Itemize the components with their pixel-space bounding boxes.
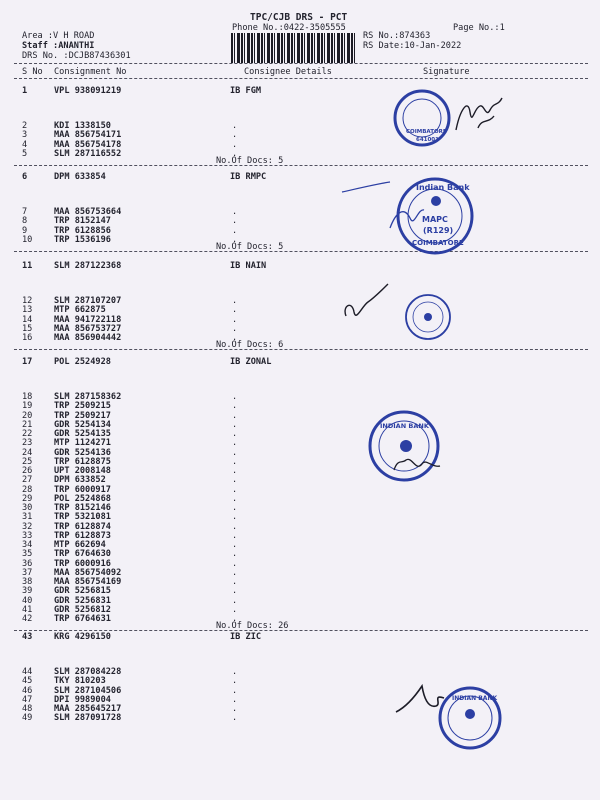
placeholder-dot: . — [232, 410, 238, 421]
placeholder-dot: . — [232, 521, 238, 532]
placeholder-dot: . — [232, 540, 238, 550]
serial-number: 28 — [22, 484, 33, 495]
consignment-number: MAA 941722118 — [54, 314, 122, 325]
serial-number: 22 — [22, 429, 33, 439]
placeholder-dot: . — [232, 323, 238, 334]
signature-stamp-4 — [366, 408, 476, 488]
consignment-number: TRP 6128873 — [54, 530, 111, 541]
divider — [14, 165, 588, 166]
consignment-number: POL 2524868 — [54, 493, 111, 504]
placeholder-dot: . — [232, 419, 238, 430]
placeholder-dot: . — [232, 567, 238, 578]
column-header-signature: Signature — [423, 67, 470, 77]
serial-number: 8 — [22, 216, 28, 227]
placeholder-dot: . — [232, 225, 238, 236]
placeholder-dot: . — [232, 667, 238, 677]
consignment-number: SLM 287084228 — [54, 667, 122, 677]
placeholder-dot: . — [232, 577, 238, 587]
placeholder-dot: . — [232, 493, 238, 504]
placeholder-dot: . — [232, 549, 238, 560]
docs-count: No.Of Docs: 6 — [216, 340, 284, 351]
page-number: Page No.:1 — [453, 23, 505, 33]
stamp-text: MAPC — [422, 215, 448, 224]
stamp-text: INDIAN BANK — [452, 695, 498, 702]
serial-number: 45 — [22, 676, 33, 687]
stamp-text: (R129) — [423, 226, 454, 235]
consignee-name: IB RMPC — [230, 172, 267, 182]
serial-number: 46 — [22, 685, 33, 696]
placeholder-dot: . — [232, 503, 238, 513]
consignment-number: TRP 5321081 — [54, 512, 111, 523]
consignment-number: MTP 662875 — [54, 305, 106, 316]
serial-number: 7 — [22, 207, 28, 217]
serial-number: 39 — [22, 586, 33, 597]
placeholder-dot: . — [232, 586, 238, 597]
placeholder-dot: . — [232, 685, 238, 696]
serial-number: 5 — [22, 148, 28, 159]
consignment-number: MAA 856753664 — [54, 207, 122, 217]
serial-number: 42 — [22, 614, 33, 624]
signature-stamp-2 — [340, 178, 520, 258]
placeholder-dot: . — [232, 438, 238, 449]
placeholder-dot: . — [232, 296, 238, 306]
table-row — [0, 86, 600, 96]
consignment-number: TRP 6128856 — [54, 225, 111, 236]
serial-number: 17 — [22, 357, 33, 367]
table-row — [0, 333, 600, 343]
serial-number: 43 — [22, 632, 33, 642]
consignment-number: MAA 856754178 — [54, 139, 122, 150]
consignment-number: MAA 856753727 — [54, 323, 122, 334]
serial-number: 9 — [22, 225, 28, 236]
placeholder-dot: . — [232, 314, 238, 325]
serial-number: 15 — [22, 323, 33, 334]
consignment-number: DPM 633852 — [54, 475, 106, 486]
table-row — [0, 632, 600, 642]
consignment-number: MAA 856904442 — [54, 333, 122, 343]
placeholder-dot: . — [232, 595, 238, 606]
placeholder-dot: . — [232, 713, 238, 724]
serial-number: 1 — [22, 86, 28, 96]
consignee-name: IB FGM — [230, 86, 262, 96]
serial-number: 12 — [22, 296, 33, 306]
consignment-number: MAA 856754171 — [54, 130, 122, 141]
serial-number: 20 — [22, 410, 33, 421]
consignment-number: GDR 5254135 — [54, 429, 111, 439]
rs-number: RS No.:874363 — [363, 31, 431, 41]
serial-number: 47 — [22, 694, 33, 705]
consignment-number: DPI 9989004 — [54, 694, 111, 705]
serial-number: 48 — [22, 704, 33, 714]
consignment-number: GDR 5256812 — [54, 604, 111, 615]
serial-number: 6 — [22, 172, 28, 182]
consignment-number: TRP 6764631 — [54, 614, 111, 624]
placeholder-dot: . — [232, 604, 238, 615]
placeholder-dot: . — [232, 305, 238, 316]
consignment-number: TRP 6764630 — [54, 549, 111, 560]
placeholder-dot: . — [232, 429, 238, 439]
serial-number: 10 — [22, 234, 33, 245]
serial-number: 4 — [22, 139, 28, 150]
column-header-sno: S No — [22, 67, 43, 77]
placeholder-dot: . — [232, 484, 238, 495]
divider — [14, 63, 588, 64]
serial-number: 35 — [22, 549, 33, 560]
consignment-number: SLM 287122368 — [54, 261, 122, 271]
serial-number: 25 — [22, 456, 33, 467]
serial-number: 41 — [22, 604, 33, 615]
consignment-number: MTP 1124271 — [54, 438, 111, 449]
serial-number: 38 — [22, 577, 33, 587]
serial-number: 40 — [22, 595, 33, 606]
placeholder-dot: . — [232, 139, 238, 150]
placeholder-dot: . — [232, 475, 238, 486]
placeholder-dot: . — [232, 676, 238, 687]
barcode — [231, 33, 357, 63]
table-row — [0, 261, 600, 271]
consignee-name: IB NAIN — [230, 261, 267, 271]
docs-count: No.Of Docs: 5 — [216, 156, 284, 166]
placeholder-dot: . — [232, 207, 238, 217]
placeholder-dot: . — [232, 558, 238, 569]
serial-number: 34 — [22, 540, 33, 550]
serial-number: 44 — [22, 667, 33, 677]
consignment-number: SLM 287107207 — [54, 296, 122, 306]
consignment-number: TRP 6000916 — [54, 558, 111, 569]
serial-number: 2 — [22, 121, 28, 131]
docs-count: No.Of Docs: 26 — [216, 621, 289, 632]
placeholder-dot: . — [232, 130, 238, 141]
stamp-text: COIMBATORE — [406, 129, 447, 135]
divider — [14, 349, 588, 350]
consignment-number: KDI 1338150 — [54, 121, 111, 131]
consignment-number: MAA 856754169 — [54, 577, 122, 587]
placeholder-dot: . — [232, 121, 238, 131]
consignment-number: TKY 810203 — [54, 676, 106, 687]
consignment-number: TRP 2509215 — [54, 401, 111, 412]
consignment-number: MAA 285645217 — [54, 704, 122, 714]
signature-stamp-1 — [390, 88, 510, 158]
consignee-name: IB ZIC — [230, 632, 262, 642]
placeholder-dot: . — [232, 512, 238, 523]
serial-number: 16 — [22, 333, 33, 343]
table-row — [0, 357, 600, 367]
consignment-number: GDR 5256831 — [54, 595, 111, 606]
placeholder-dot: . — [232, 392, 238, 402]
rs-date: RS Date:10-Jan-2022 — [363, 41, 462, 51]
placeholder-dot: . — [232, 704, 238, 714]
placeholder-dot: . — [232, 694, 238, 705]
consignment-number: SLM 287158362 — [54, 392, 122, 402]
consignment-number: GDR 5254136 — [54, 447, 111, 458]
drs-number: DRS No. :DCJB87436301 — [22, 51, 131, 61]
consignment-number: TRP 1536196 — [54, 234, 111, 245]
placeholder-dot: . — [232, 466, 238, 476]
consignment-number: SLM 287116552 — [54, 148, 122, 159]
consignment-number: VPL 938091219 — [54, 86, 122, 96]
placeholder-dot: . — [232, 216, 238, 227]
consignment-number: MTP 662694 — [54, 540, 106, 550]
stamp-text: COIMBATORE — [412, 239, 464, 247]
consignment-number: GDR 5254134 — [54, 419, 111, 430]
serial-number: 19 — [22, 401, 33, 412]
stamp-text: 641001 — [416, 137, 439, 143]
consignment-number: TRP 2509217 — [54, 410, 111, 421]
serial-number: 3 — [22, 130, 28, 141]
placeholder-dot: . — [232, 401, 238, 412]
docs-count: No.Of Docs: 5 — [216, 242, 284, 252]
consignment-number: TRP 8152147 — [54, 216, 111, 227]
placeholder-dot: . — [232, 234, 238, 245]
serial-number: 13 — [22, 305, 33, 316]
consignee-name: IB ZONAL — [230, 357, 272, 367]
serial-number: 33 — [22, 530, 33, 541]
consignment-number: DPM 633854 — [54, 172, 106, 182]
signature-stamp-5 — [392, 682, 522, 758]
consignment-number: POL 2524928 — [54, 357, 111, 367]
consignment-number: KRG 4296150 — [54, 632, 111, 642]
serial-number: 37 — [22, 567, 33, 578]
consignment-number: SLM 287091728 — [54, 713, 122, 724]
consignment-number: MAA 856754092 — [54, 567, 122, 578]
consignment-number: TRP 8152146 — [54, 503, 111, 513]
serial-number: 36 — [22, 558, 33, 569]
placeholder-dot: . — [232, 333, 238, 343]
serial-number: 32 — [22, 521, 33, 532]
serial-number: 27 — [22, 475, 33, 486]
table-row — [0, 614, 600, 624]
serial-number: 18 — [22, 392, 33, 402]
consignment-number: TRP 6128874 — [54, 521, 111, 532]
column-header-consignee: Consignee Details — [244, 67, 332, 77]
stamp-text: Indian Bank — [416, 183, 470, 192]
serial-number: 29 — [22, 493, 33, 504]
placeholder-dot: . — [232, 530, 238, 541]
serial-number: 11 — [22, 261, 33, 271]
consignment-number: UPT 2008148 — [54, 466, 111, 476]
placeholder-dot: . — [232, 456, 238, 467]
consignment-number: TRP 6128875 — [54, 456, 111, 467]
serial-number: 21 — [22, 419, 33, 430]
placeholder-dot: . — [232, 614, 238, 624]
column-header-consignment: Consignment No — [54, 67, 127, 77]
signature-stamp-3 — [340, 280, 470, 340]
serial-number: 14 — [22, 314, 33, 325]
document-title: TPC/CJB DRS - PCT — [250, 12, 348, 23]
serial-number: 49 — [22, 713, 33, 724]
consignment-number: TRP 6000917 — [54, 484, 111, 495]
serial-number: 24 — [22, 447, 33, 458]
divider — [14, 78, 588, 79]
table-row — [0, 149, 600, 159]
serial-number: 23 — [22, 438, 33, 449]
serial-number: 30 — [22, 503, 33, 513]
serial-number: 31 — [22, 512, 33, 523]
serial-number: 26 — [22, 466, 33, 476]
phone-number: Phone No.:0422-3505555 — [232, 23, 346, 33]
placeholder-dot: . — [232, 447, 238, 458]
area-label: Area :V H ROAD — [22, 31, 95, 41]
placeholder-dot: . — [232, 148, 238, 159]
staff-label: Staff :ANANTHI — [22, 41, 95, 51]
consignment-number: GDR 5256815 — [54, 586, 111, 597]
consignment-number: SLM 287104506 — [54, 685, 122, 696]
stamp-text: INDIAN BANK — [380, 422, 429, 430]
